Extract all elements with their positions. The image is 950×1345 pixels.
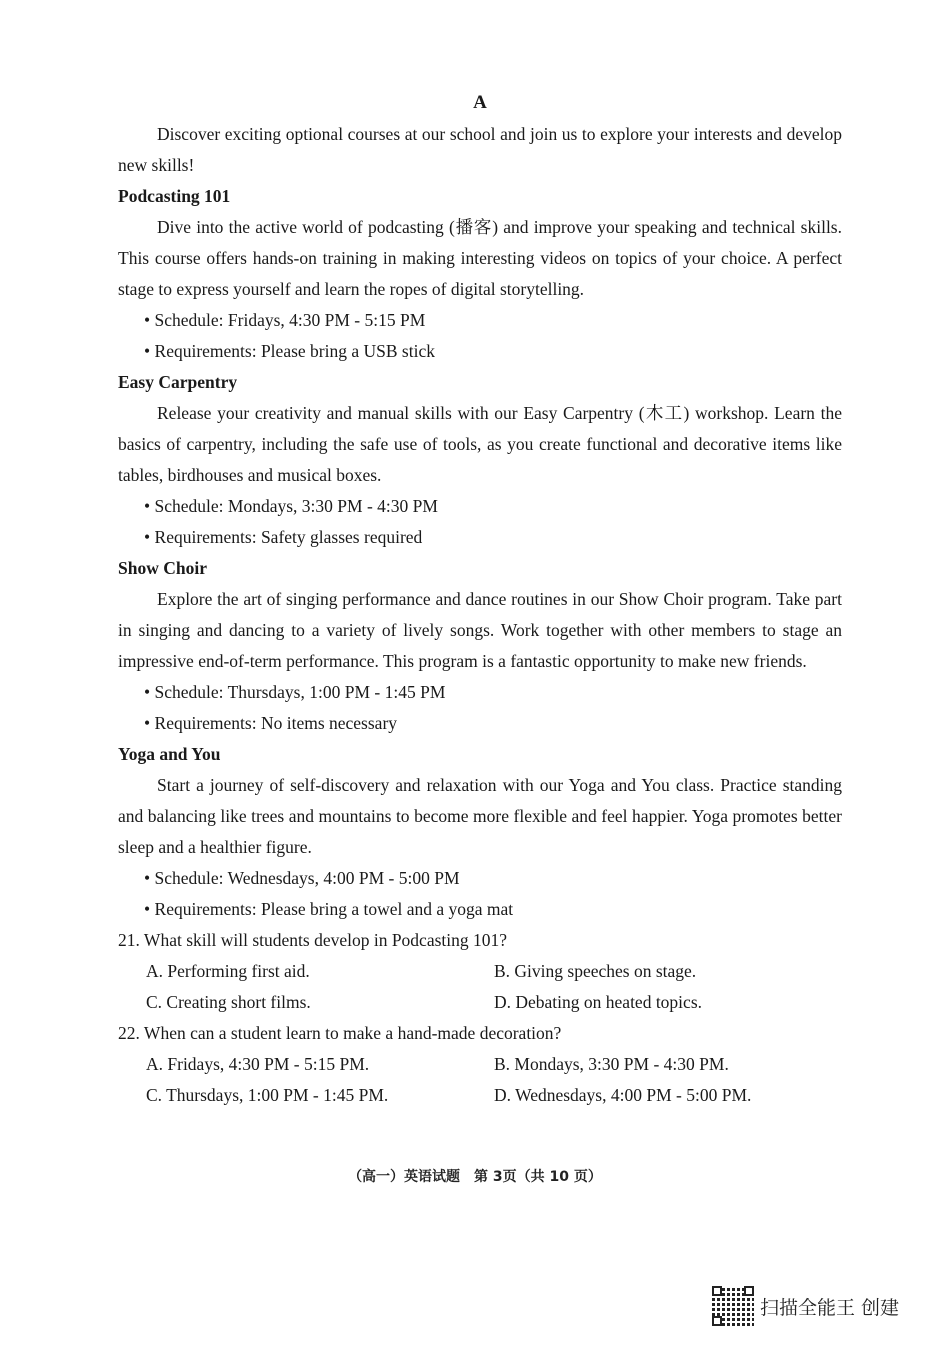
course-description: Release your creativity and manual skills with our Easy Carpentry (木工) workshop. Learn the basics of carpentry, including the safe use of tools, as you create functional and decorative items like tables, birdhouses and musical boxes. [118, 403, 842, 485]
option-c: C. Thursdays, 1:00 PM - 1:45 PM. [146, 1085, 389, 1105]
option-d: D. Wednesdays, 4:00 PM - 5:00 PM. [494, 1085, 752, 1105]
course-requirements: • Requirements: No items necessary [118, 708, 842, 739]
course-schedule: • Schedule: Wednesdays, 4:00 PM - 5:00 PM [118, 863, 842, 894]
course-title: Podcasting 101 [118, 186, 231, 206]
course-yoga [118, 739, 842, 925]
question-22 [118, 1018, 842, 1111]
exam-page [118, 87, 842, 1111]
course-description: Dive into the active world of podcasting (播客) and improve your speaking and technical skills. This course offers hands-on training in making interesting videos on topics of your choice. A perfect stage to express yourself and learn the ropes of digital storytelling. [118, 217, 842, 299]
question-stem: 22. When can a student learn to make a hand-made decoration? [118, 1023, 562, 1043]
course-title: Show Choir [118, 558, 207, 578]
option-a: A. Performing first aid. [146, 961, 310, 981]
course-show-choir [118, 553, 842, 739]
question-stem: 21. What skill will students develop in Podcasting 101? [118, 930, 508, 950]
course-title: Yoga and You [118, 744, 221, 764]
course-description: Start a journey of self-discovery and relaxation with our Yoga and You class. Practice standing and balancing like trees and mountains to become more flexible and feel happier. Yoga promotes better sleep and a healthier figure. [118, 775, 842, 857]
page-footer: （高一）英语试题 第 3页（共 10 页） [348, 1169, 602, 1185]
qr-code-icon [712, 1286, 754, 1326]
option-d: D. Debating on heated topics. [494, 992, 703, 1012]
course-schedule: • Schedule: Thursdays, 1:00 PM - 1:45 PM [118, 677, 842, 708]
option-a: A. Fridays, 4:30 PM - 5:15 PM. [146, 1054, 370, 1074]
course-carpentry [118, 367, 842, 553]
course-requirements: • Requirements: Safety glasses required [118, 522, 842, 553]
course-schedule: • Schedule: Mondays, 3:30 PM - 4:30 PM [118, 491, 842, 522]
option-c: C. Creating short films. [146, 992, 311, 1012]
course-requirements: • Requirements: Please bring a towel and a yoga mat [118, 894, 842, 925]
option-b: B. Mondays, 3:30 PM - 4:30 PM. [494, 1054, 729, 1074]
option-b: B. Giving speeches on stage. [494, 961, 697, 981]
question-21 [118, 925, 842, 1018]
course-description: Explore the art of singing performance and dance routines in our Show Choir program. Take part in singing and dancing to a variety of lively songs. Work together with other members to stage an impressive end-of-term performance. This program is a fantastic opportunity to make new friends. [118, 589, 842, 671]
course-schedule: • Schedule: Fridays, 4:30 PM - 5:15 PM [118, 305, 842, 336]
section-letter: A [473, 92, 487, 113]
scanner-watermark [712, 1286, 899, 1326]
course-title: Easy Carpentry [118, 372, 238, 392]
course-requirements: • Requirements: Please bring a USB stick [118, 336, 842, 367]
course-podcasting [118, 181, 842, 367]
intro-paragraph: Discover exciting optional courses at our school and join us to explore your interests and develop new skills! [118, 124, 842, 175]
watermark-text: 扫描全能王 创建 [760, 1296, 900, 1319]
